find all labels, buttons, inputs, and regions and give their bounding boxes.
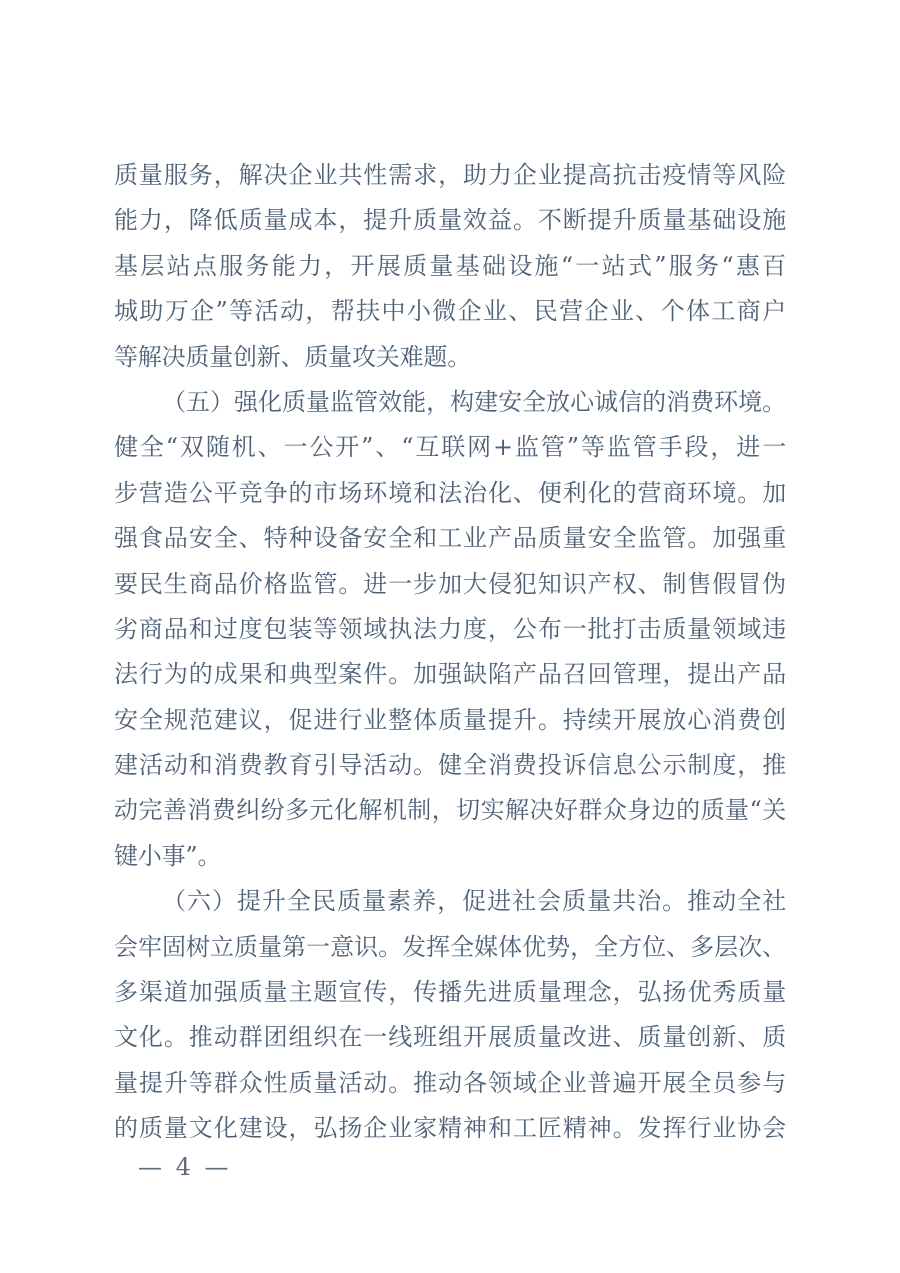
text-line: 多渠道加强质量主题宣传，传播先进质量理念，弘扬优秀质量	[114, 978, 786, 1007]
text-line: 动完善消费纠纷多元化解机制，切实解决好群众身边的质量“关	[114, 796, 786, 825]
text-line: 文化。推动群团组织在一线班组开展质量改进、质量创新、质	[114, 1023, 786, 1052]
text-line: 等解决质量创新、质量攻关难题。	[114, 342, 471, 371]
text-line: 的质量文化建设，弘扬企业家精神和工匠精神。发挥行业协会	[114, 1114, 786, 1143]
text-line: 安全规范建议，促进行业整体质量提升。持续开展放心消费创	[114, 705, 786, 734]
text-line: 劣商品和过度包装等领域执法力度，公布一批打击质量领域违	[114, 614, 786, 643]
text-line: 步营造公平竞争的市场环境和法治化、便利化的营商环境。加	[114, 478, 786, 507]
text-line: 强食品安全、特种设备安全和工业产品质量安全监管。加强重	[114, 524, 786, 553]
text-line: （六）提升全民质量素养，促进社会质量共治。推动全社	[162, 887, 786, 916]
paragraph	[114, 380, 786, 879]
text-line: 会牢固树立质量第一意识。发挥全媒体优势，全方位、多层次、	[114, 932, 786, 961]
text-line: 法行为的成果和典型案件。加强缺陷产品召回管理，提出产品	[114, 660, 786, 689]
paragraph	[114, 153, 786, 380]
document-body	[114, 153, 786, 1152]
text-line: 要民生商品价格监管。进一步加大侵犯知识产权、制售假冒伪	[114, 569, 786, 598]
text-line: 城助万企”等活动，帮扶中小微企业、民营企业、个体工商户	[114, 297, 786, 326]
text-line: （五）强化质量监管效能，构建安全放心诚信的消费环境。	[162, 387, 786, 416]
text-line: 质量服务，解决企业共性需求，助力企业提高抗击疫情等风险	[114, 161, 786, 189]
text-line: 基层站点服务能力，开展质量基础设施“一站式”服务“惠百	[114, 251, 786, 280]
paragraph	[114, 879, 786, 1151]
text-line: 能力，降低质量成本，提升质量效益。不断提升质量基础设施	[114, 206, 786, 235]
text-line: 建活动和消费教育引导活动。健全消费投诉信息公示制度，推	[114, 751, 786, 780]
text-line: 健全“双随机、一公开”、“互联网+监管”等监管手段，进一	[114, 433, 786, 462]
text-line: 量提升等群众性质量活动。推动各领域企业普遍开展全员参与	[114, 1068, 786, 1097]
text-line: 键小事”。	[114, 841, 222, 870]
page-number: — 4 —	[138, 1153, 232, 1181]
